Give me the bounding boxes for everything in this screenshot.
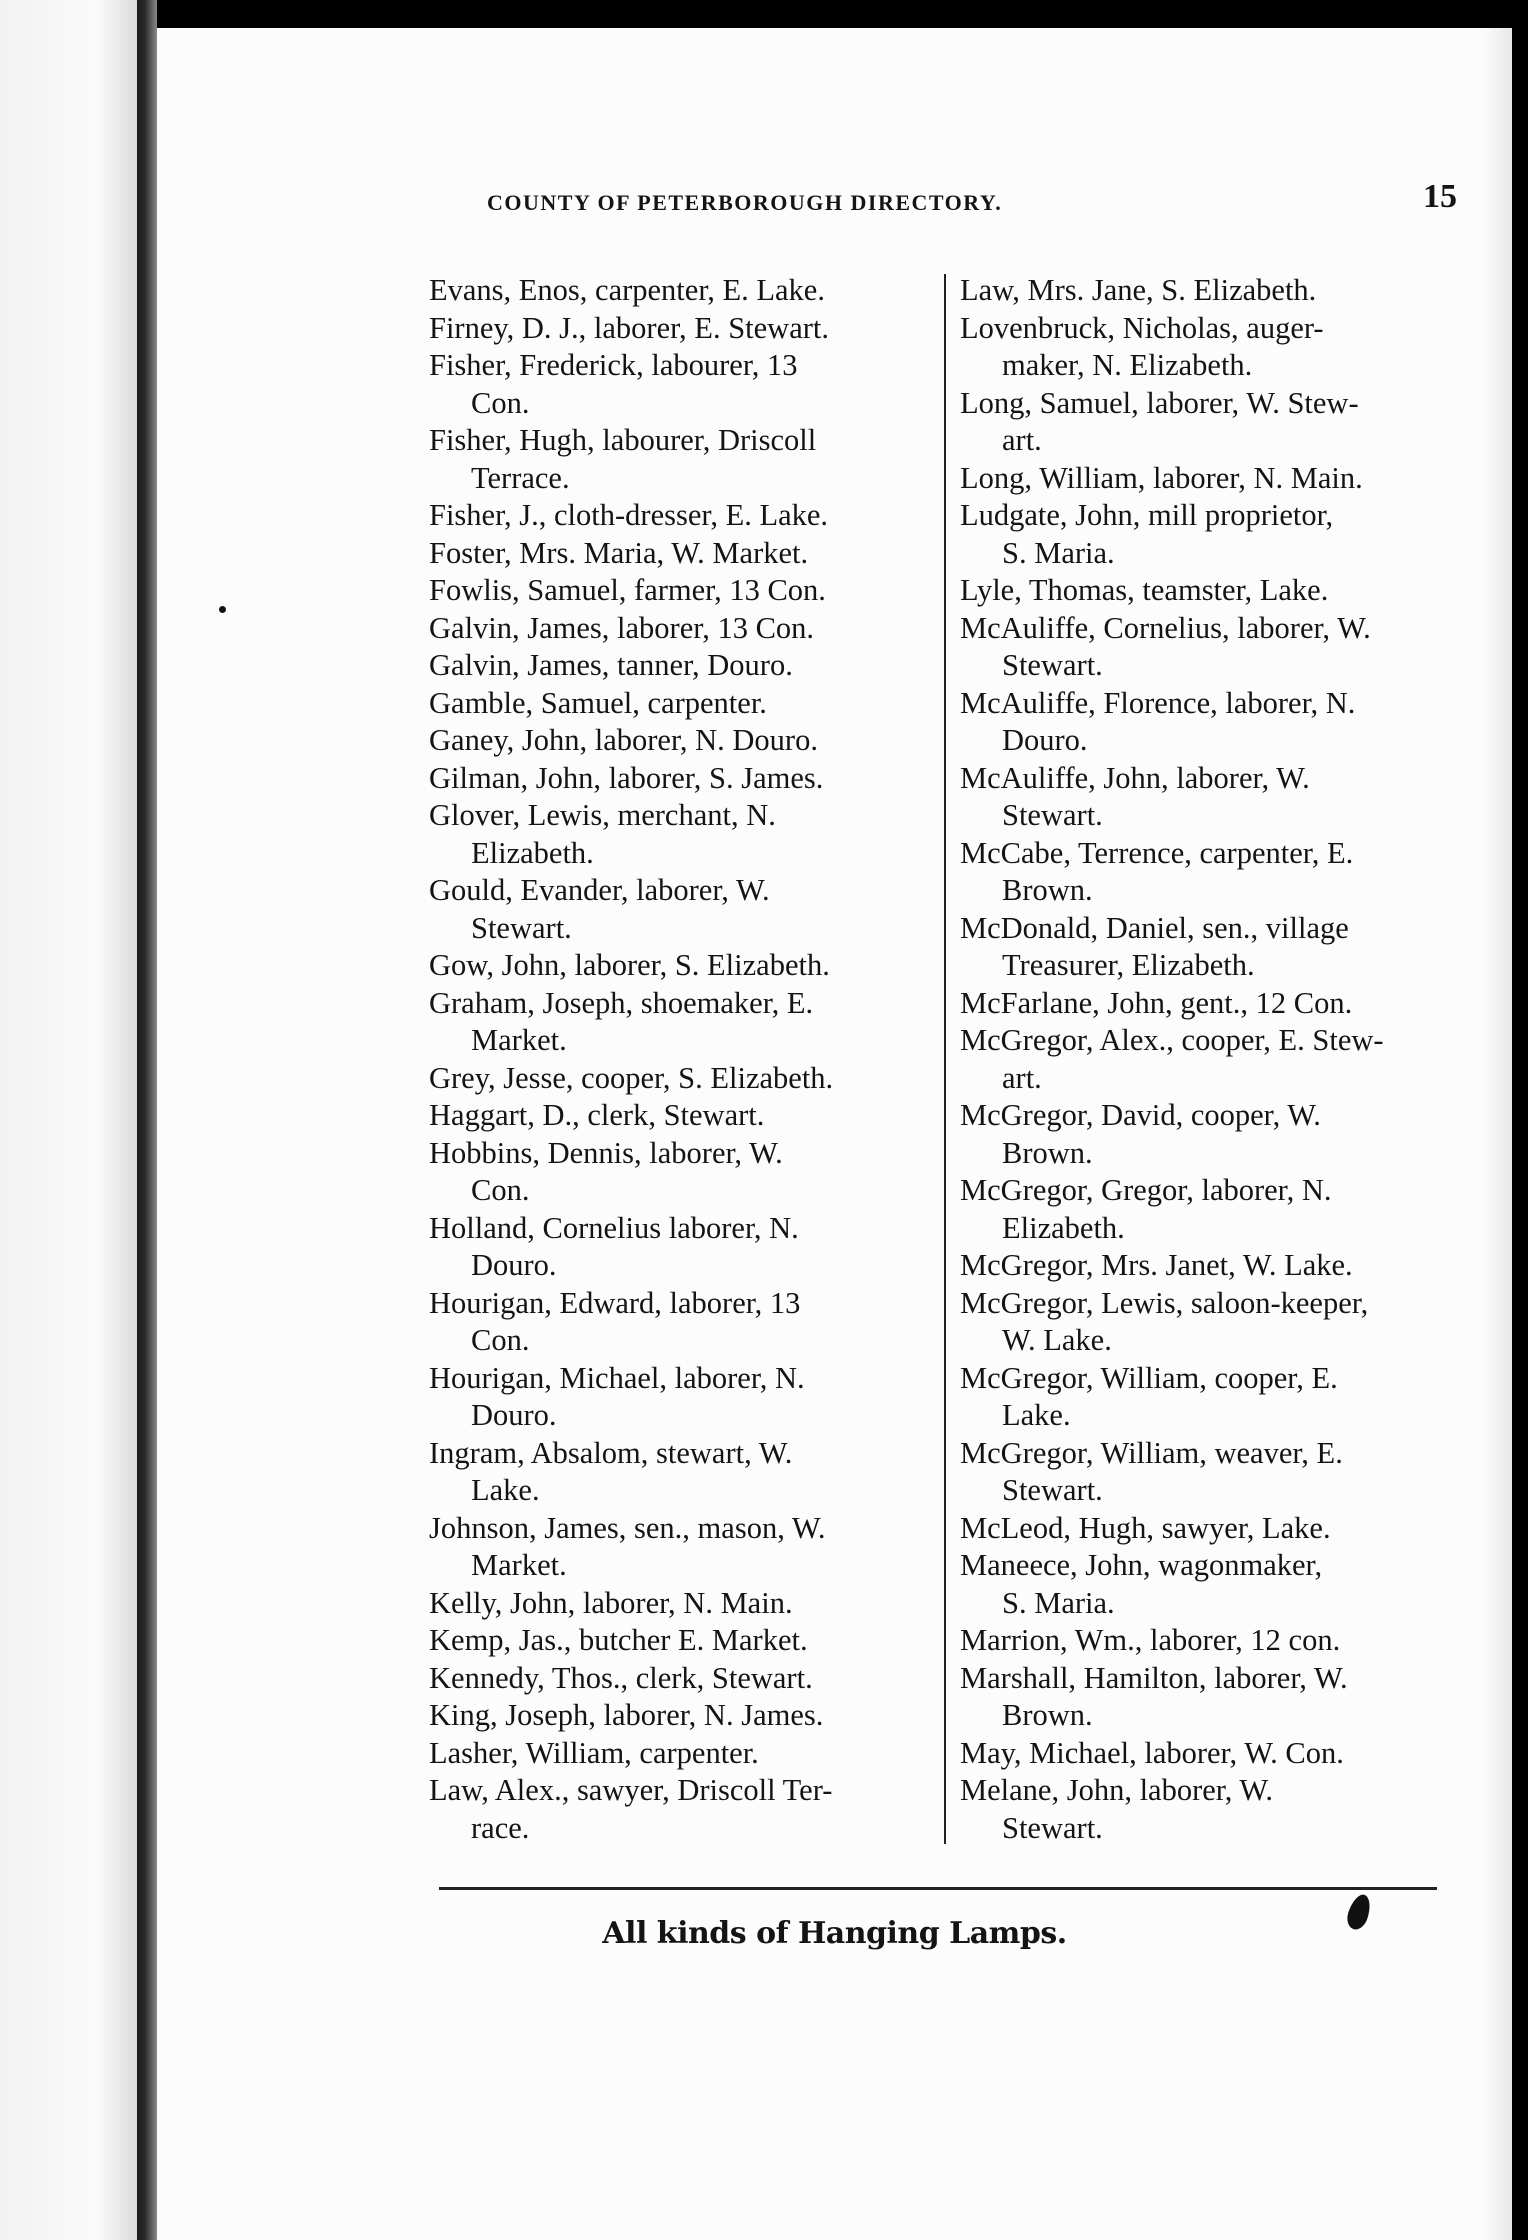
directory-entry xyxy=(960,685,1460,760)
directory-entry xyxy=(429,497,934,535)
directory-entry xyxy=(960,835,1460,910)
entry-continuation-line: Terrace. xyxy=(471,460,570,495)
directory-entry xyxy=(429,947,934,985)
directory-entry xyxy=(960,1622,1460,1660)
directory-entry xyxy=(429,1660,934,1698)
directory-entry xyxy=(429,310,934,348)
entry-line: Law, Mrs. Jane, S. Elizabeth. xyxy=(960,273,1317,307)
directory-entry xyxy=(429,610,934,648)
directory-entry xyxy=(429,1360,934,1435)
entry-line: McGregor, Mrs. Janet, W. Lake. xyxy=(960,1248,1353,1282)
directory-entry xyxy=(429,1510,934,1585)
stray-ink-dot xyxy=(219,606,226,613)
entry-continuation-line: maker, N. Elizabeth. xyxy=(1002,348,1253,382)
directory-entry xyxy=(960,310,1460,385)
directory-entry xyxy=(429,1772,934,1847)
entry-continuation-line: Douro. xyxy=(471,1248,557,1282)
entry-continuation-line: Brown. xyxy=(1002,873,1093,907)
entry-continuation-line: Stewart. xyxy=(471,910,572,945)
directory-entry xyxy=(960,985,1460,1023)
directory-entry xyxy=(960,1285,1460,1360)
entry-line: Fisher, Frederick, labourer, 13 xyxy=(429,348,798,382)
directory-entry xyxy=(429,1285,934,1360)
left-column xyxy=(429,272,934,1847)
entry-line: McCabe, Terrence, carpenter, E. xyxy=(960,835,1354,870)
directory-entry xyxy=(960,272,1460,310)
directory-entry xyxy=(429,722,934,760)
facing-page-edge xyxy=(0,0,140,2240)
entry-line: Evans, Enos, carpenter, E. Lake. xyxy=(429,273,825,307)
book-gutter xyxy=(137,0,157,2240)
directory-entry xyxy=(960,572,1460,610)
entry-line: Galvin, James, tanner, Douro. xyxy=(429,648,793,682)
directory-entry xyxy=(429,1060,934,1098)
entry-continuation-line: Brown. xyxy=(1002,1135,1093,1170)
entry-line: Ingram, Absalom, stewart, W. xyxy=(429,1435,793,1470)
entry-continuation-line: Stewart. xyxy=(1002,798,1103,832)
directory-entry xyxy=(429,422,934,497)
directory-entry xyxy=(960,497,1460,572)
entry-continuation-line: Market. xyxy=(471,1548,567,1582)
entry-line: McGregor, David, cooper, W. xyxy=(960,1098,1321,1132)
entry-line: Kelly, John, laborer, N. Main. xyxy=(429,1585,793,1620)
entry-continuation-line: Con. xyxy=(471,1173,530,1207)
directory-entry xyxy=(429,1435,934,1510)
entry-continuation-line: Treasurer, Elizabeth. xyxy=(1002,948,1255,982)
entry-line: McGregor, William, weaver, E. xyxy=(960,1435,1343,1470)
footer-rule xyxy=(439,1887,1437,1890)
directory-entry xyxy=(429,1210,934,1285)
directory-entry xyxy=(960,1360,1460,1435)
entry-line: Marrion, Wm., laborer, 12 con. xyxy=(960,1623,1341,1657)
entry-continuation-line: Lake. xyxy=(471,1473,540,1507)
directory-entry xyxy=(960,1772,1460,1847)
entry-line: McGregor, William, cooper, E. xyxy=(960,1360,1338,1395)
directory-entry xyxy=(960,1022,1460,1097)
entry-continuation-line: Con. xyxy=(471,1323,530,1357)
entry-line: Haggart, D., clerk, Stewart. xyxy=(429,1098,765,1132)
entry-line: Melane, John, laborer, W. xyxy=(960,1773,1274,1807)
directory-entry xyxy=(429,1697,934,1735)
entry-line: Long, Samuel, laborer, W. Stew- xyxy=(960,385,1359,420)
directory-entry xyxy=(429,347,934,422)
entry-line: Gilman, John, laborer, S. James. xyxy=(429,760,824,795)
directory-entry xyxy=(960,1510,1460,1548)
entry-line: Hobbins, Dennis, laborer, W. xyxy=(429,1135,783,1170)
directory-entry xyxy=(960,760,1460,835)
entry-line: Galvin, James, laborer, 13 Con. xyxy=(429,610,815,645)
entry-line: Fowlis, Samuel, farmer, 13 Con. xyxy=(429,573,826,607)
entry-continuation-line: Elizabeth. xyxy=(1002,1210,1125,1245)
entry-continuation-line: Brown. xyxy=(1002,1698,1093,1732)
entry-line: Fisher, Hugh, labourer, Driscoll xyxy=(429,423,817,457)
directory-entry xyxy=(429,985,934,1060)
entry-line: May, Michael, laborer, W. Con. xyxy=(960,1735,1344,1770)
entry-continuation-line: art. xyxy=(1002,423,1042,457)
entry-line: Grey, Jesse, cooper, S. Elizabeth. xyxy=(429,1060,834,1095)
entry-line: McAuliffe, Florence, laborer, N. xyxy=(960,685,1356,720)
entry-continuation-line: Stewart. xyxy=(1002,1810,1103,1845)
column-divider xyxy=(944,274,946,1844)
directory-entry xyxy=(429,1622,934,1660)
entry-line: Glover, Lewis, merchant, N. xyxy=(429,798,776,832)
entry-line: McLeod, Hugh, sawyer, Lake. xyxy=(960,1510,1331,1545)
entry-continuation-line: art. xyxy=(1002,1060,1042,1095)
directory-entry xyxy=(429,1735,934,1773)
entry-continuation-line: W. Lake. xyxy=(1002,1323,1112,1357)
entry-line: McDonald, Daniel, sen., village xyxy=(960,910,1349,945)
entry-line: Foster, Mrs. Maria, W. Market. xyxy=(429,535,809,570)
entry-line: Gow, John, laborer, S. Elizabeth. xyxy=(429,948,830,982)
directory-entry xyxy=(429,797,934,872)
directory-entry xyxy=(429,272,934,310)
directory-entry xyxy=(960,460,1460,498)
directory-entry xyxy=(429,572,934,610)
entry-line: Long, William, laborer, N. Main. xyxy=(960,460,1363,495)
running-title: COUNTY OF PETERBOROUGH DIRECTORY. xyxy=(487,190,1003,215)
entry-line: McAuliffe, Cornelius, laborer, W. xyxy=(960,610,1371,645)
page-number: 15 xyxy=(1423,178,1457,215)
directory-entry xyxy=(429,760,934,798)
directory-entry xyxy=(960,1735,1460,1773)
entry-line: Fisher, J., cloth-dresser, E. Lake. xyxy=(429,498,829,532)
directory-entry xyxy=(429,685,934,723)
entry-line: Kemp, Jas., butcher E. Market. xyxy=(429,1623,808,1657)
entry-continuation-line: Con. xyxy=(471,385,530,420)
entry-line: McGregor, Gregor, laborer, N. xyxy=(960,1173,1332,1207)
directory-entry xyxy=(429,1585,934,1623)
entry-line: Gamble, Samuel, carpenter. xyxy=(429,685,767,720)
footer-advert: All kinds of Hanging Lamps. xyxy=(602,1916,1067,1951)
entry-line: Firney, D. J., laborer, E. Stewart. xyxy=(429,310,829,345)
directory-entry xyxy=(960,1097,1460,1172)
entry-line: Ganey, John, laborer, N. Douro. xyxy=(429,723,818,757)
directory-entry xyxy=(960,610,1460,685)
entry-line: Holland, Cornelius laborer, N. xyxy=(429,1210,799,1245)
entry-line: Marshall, Hamilton, laborer, W. xyxy=(960,1660,1348,1695)
directory-page xyxy=(157,28,1512,2240)
entry-line: McGregor, Alex., cooper, E. Stew- xyxy=(960,1023,1384,1057)
entry-continuation-line: S. Maria. xyxy=(1002,1585,1115,1620)
entry-line: Graham, Joseph, shoemaker, E. xyxy=(429,985,814,1020)
entry-line: McGregor, Lewis, saloon-keeper, xyxy=(960,1285,1369,1320)
entry-continuation-line: Douro. xyxy=(1002,723,1088,757)
directory-entry xyxy=(960,1660,1460,1735)
directory-entry xyxy=(960,1247,1460,1285)
page-edge-shadow xyxy=(1482,28,1512,2240)
entry-line: Maneece, John, wagonmaker, xyxy=(960,1548,1323,1582)
entry-continuation-line: Elizabeth. xyxy=(471,835,594,870)
entry-line: McAuliffe, John, laborer, W. xyxy=(960,760,1310,795)
entry-line: Lasher, William, carpenter. xyxy=(429,1735,759,1770)
entry-line: Ludgate, John, mill proprietor, xyxy=(960,498,1334,532)
entry-line: Hourigan, Edward, laborer, 13 xyxy=(429,1285,801,1320)
entry-line: King, Joseph, laborer, N. James. xyxy=(429,1698,824,1732)
entry-line: Kennedy, Thos., clerk, Stewart. xyxy=(429,1660,813,1695)
directory-entry xyxy=(960,385,1460,460)
directory-entry xyxy=(960,1172,1460,1247)
entry-line: Hourigan, Michael, laborer, N. xyxy=(429,1360,805,1395)
directory-entry xyxy=(960,910,1460,985)
entry-continuation-line: Market. xyxy=(471,1023,567,1057)
directory-entry xyxy=(960,1547,1460,1622)
entry-continuation-line: Lake. xyxy=(1002,1398,1071,1432)
directory-entry xyxy=(429,647,934,685)
directory-entry xyxy=(429,535,934,573)
entry-continuation-line: S. Maria. xyxy=(1002,535,1115,570)
entry-line: Law, Alex., sawyer, Driscoll Ter- xyxy=(429,1773,833,1807)
right-column xyxy=(960,272,1460,1847)
entry-line: Gould, Evander, laborer, W. xyxy=(429,873,770,907)
directory-entry xyxy=(429,872,934,947)
directory-entry xyxy=(960,1435,1460,1510)
entry-continuation-line: Douro. xyxy=(471,1398,557,1432)
entry-continuation-line: Stewart. xyxy=(1002,648,1103,682)
entry-line: Lovenbruck, Nicholas, auger- xyxy=(960,310,1324,345)
page-header xyxy=(487,178,1457,238)
entry-continuation-line: race. xyxy=(471,1810,530,1845)
entry-line: McFarlane, John, gent., 12 Con. xyxy=(960,985,1353,1020)
directory-entry xyxy=(429,1097,934,1135)
entry-continuation-line: Stewart. xyxy=(1002,1473,1103,1507)
directory-entry xyxy=(429,1135,934,1210)
entry-line: Johnson, James, sen., mason, W. xyxy=(429,1510,826,1545)
entry-line: Lyle, Thomas, teamster, Lake. xyxy=(960,573,1329,607)
